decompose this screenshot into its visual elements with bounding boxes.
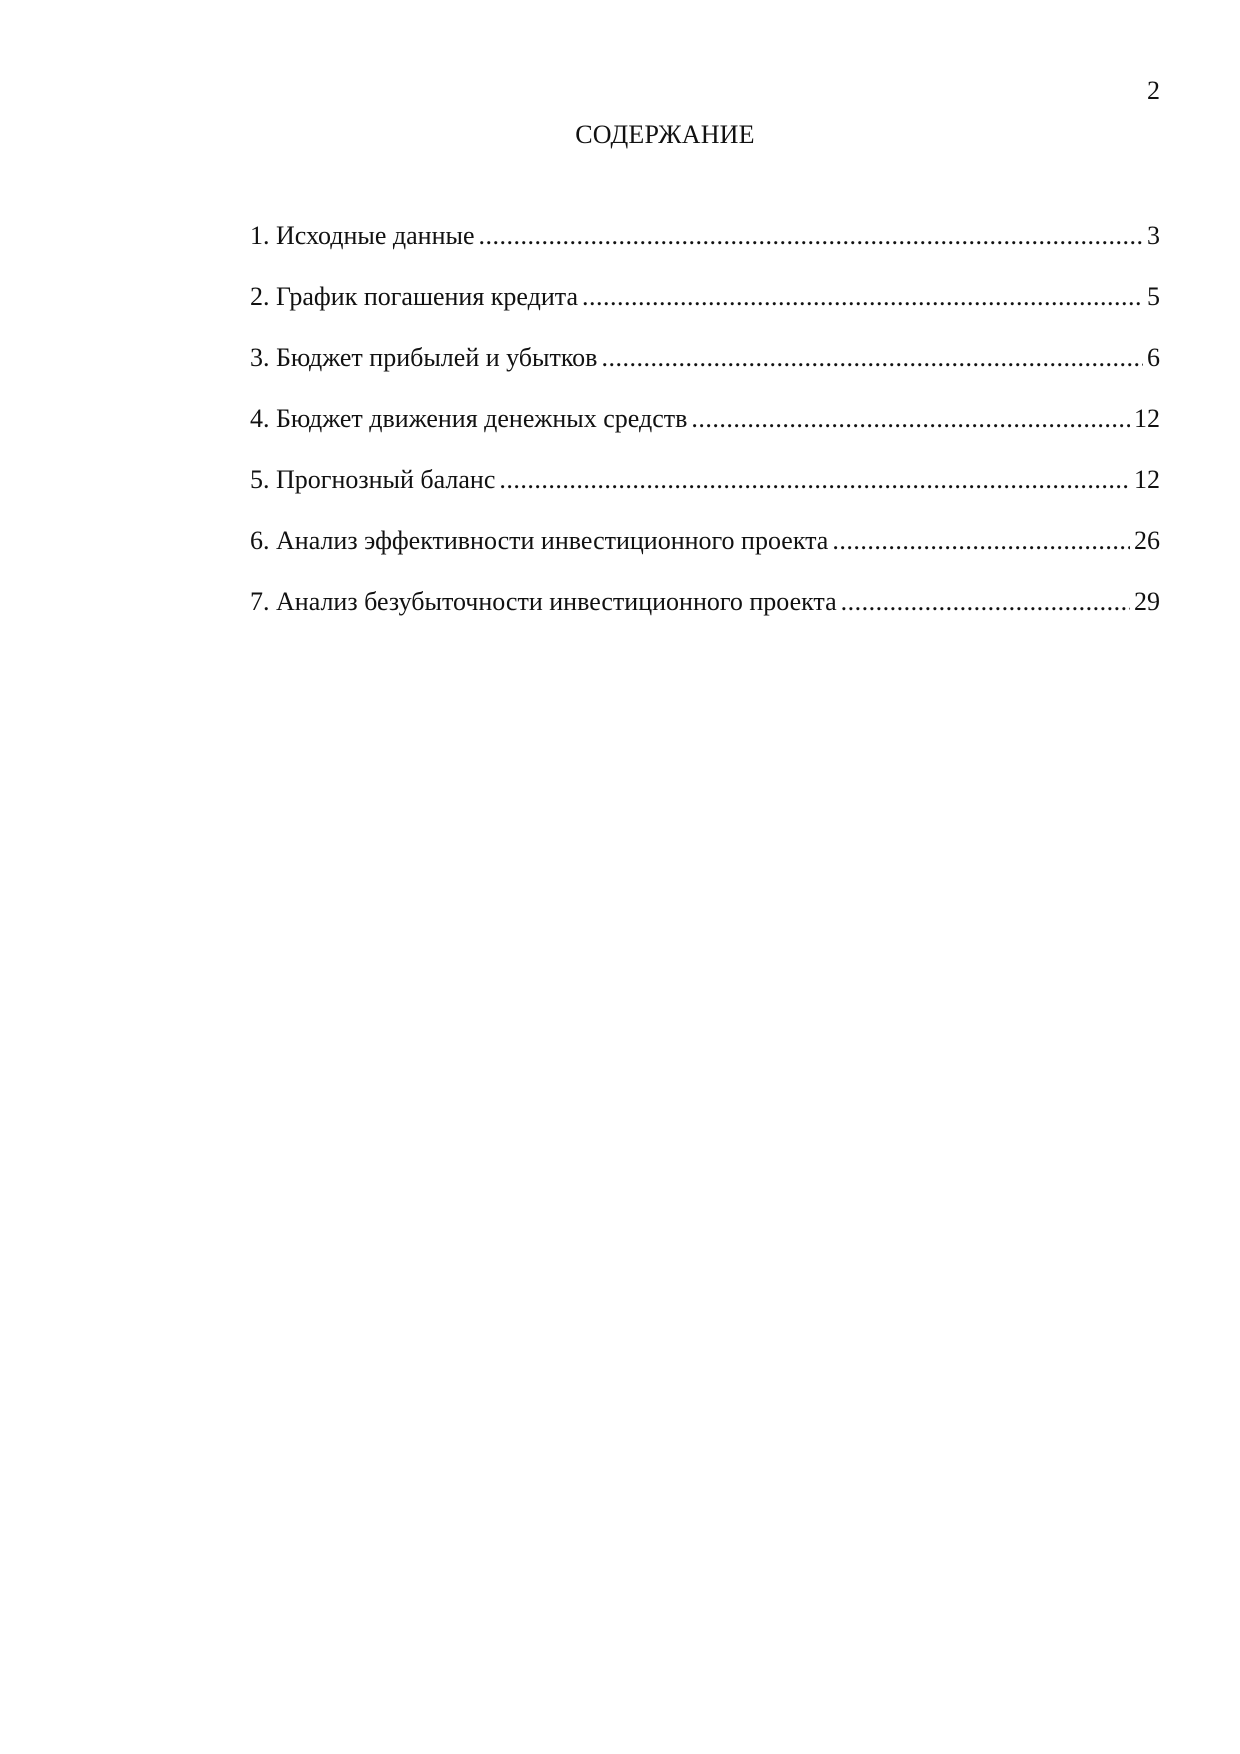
toc-entry-page: 29 <box>1134 587 1160 616</box>
toc-dot-leader <box>582 282 1143 312</box>
toc-dot-leader <box>841 587 1130 617</box>
toc-entry[interactable] <box>250 465 1160 526</box>
toc-entry-page: 5 <box>1147 282 1160 311</box>
toc-entry-label: 6. Анализ эффективности инвестиционного проекта <box>250 526 829 555</box>
toc-entry-page: 6 <box>1147 343 1160 372</box>
toc-dot-leader <box>479 221 1144 251</box>
page-number: 2 <box>1147 76 1160 105</box>
toc-entry[interactable] <box>250 526 1160 587</box>
toc-dot-leader <box>832 526 1130 556</box>
toc-dot-leader <box>499 465 1130 495</box>
toc-entry[interactable] <box>250 587 1160 648</box>
toc-entry[interactable] <box>250 282 1160 343</box>
toc-entry-label: 3. Бюджет прибылей и убытков <box>250 343 598 372</box>
table-of-contents <box>250 221 1160 648</box>
toc-dot-leader <box>691 404 1130 434</box>
toc-entry-label: 7. Анализ безубыточности инвестиционного проекта <box>250 587 837 616</box>
toc-title: СОДЕРЖАНИЕ <box>575 120 755 149</box>
toc-entry-label: 4. Бюджет движения денежных средств <box>250 404 688 433</box>
toc-entry[interactable] <box>250 343 1160 404</box>
toc-entry-label: 1. Исходные данные <box>250 221 475 250</box>
toc-entry-label: 2. График погашения кредита <box>250 282 578 311</box>
toc-dot-leader <box>601 343 1143 373</box>
toc-entry-label: 5. Прогнозный баланс <box>250 465 496 494</box>
toc-entry-page: 26 <box>1134 526 1160 555</box>
toc-entry-page: 12 <box>1134 404 1160 433</box>
toc-entry-page: 12 <box>1134 465 1160 494</box>
toc-entry-page: 3 <box>1147 221 1160 250</box>
toc-entry[interactable] <box>250 221 1160 282</box>
toc-entry[interactable] <box>250 404 1160 465</box>
